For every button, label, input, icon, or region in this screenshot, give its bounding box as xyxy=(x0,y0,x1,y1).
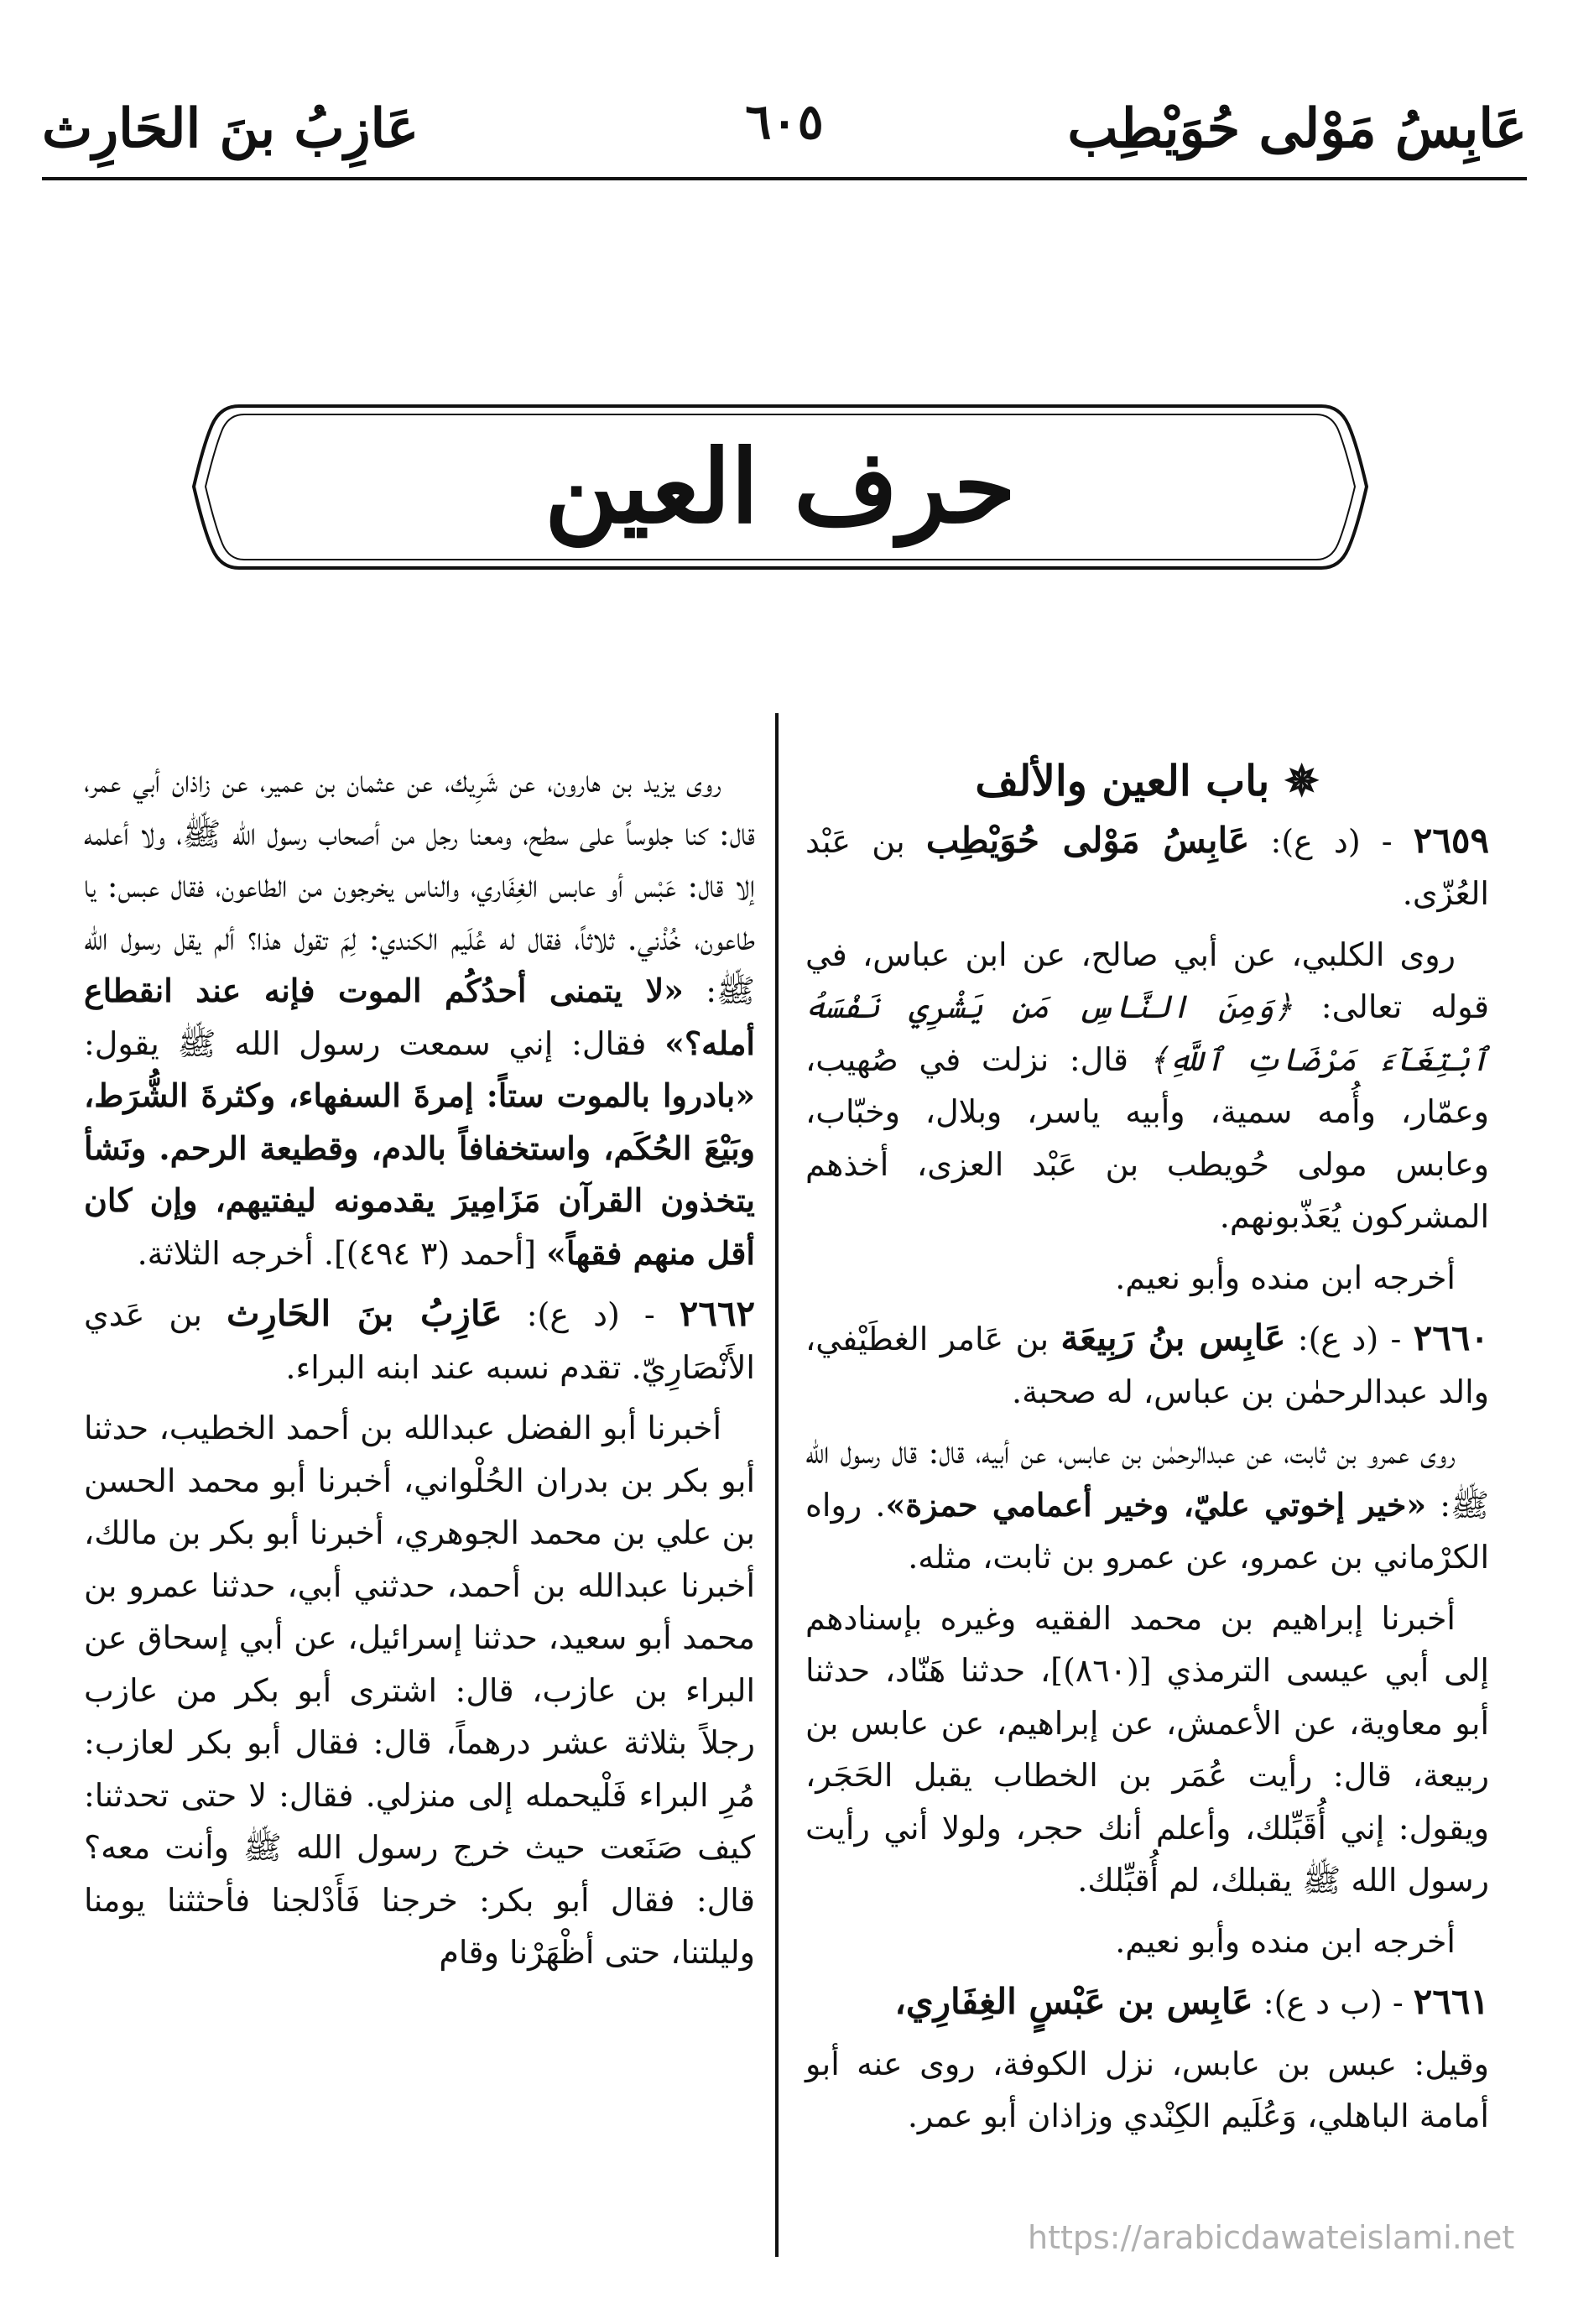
entry-2661-heading xyxy=(805,1976,1489,2030)
watermark-url: https://arabicdawateislami.net xyxy=(1028,2219,1515,2256)
left-column xyxy=(84,755,755,1988)
quran-verse: ﴿وَمِنَ النَّاسِ مَن يَشْرِي نَفْسَهُ ٱبْتِغَآءَ مَرْضَاتِ ٱللَّهِ﴾ xyxy=(805,988,1489,1078)
running-title-right: عَابِسُ مَوْلى حُوَيْطِب xyxy=(1067,96,1527,160)
entry-2659-heading xyxy=(805,815,1489,920)
entry-code: - (د ع): xyxy=(502,1296,680,1333)
entry-2662-heading xyxy=(84,1288,755,1394)
chapter-title-frame xyxy=(189,401,1372,573)
right-column xyxy=(805,755,1489,2151)
running-header xyxy=(42,80,1527,180)
entry-name: عَابِس بنُ رَبِيعَة xyxy=(1060,1317,1286,1358)
entry-number: ٢٦٥٩ xyxy=(1413,819,1489,861)
paragraph xyxy=(805,1426,1489,1584)
hadith-text: «خير إخوتي عليّ، وخير أعمامي حمزة» xyxy=(885,1485,1427,1524)
entry-name: عَابِس بن عَبْسٍ الغِفَارِي، xyxy=(894,1981,1253,2022)
text-run: فقال: إني سمعت رسول الله ﷺ يقول: xyxy=(84,1024,665,1062)
entry-lineage: بن عَامر الغطَيْفي، والد عبدالرحمٰن بن عباس، له صحبة. xyxy=(805,1321,1489,1410)
chapter-title: حرف العين xyxy=(544,428,1016,546)
hadith-text: «لا يتمنى أحدُكُم الموت فإنه عند انقطاع أمله؟» xyxy=(84,972,755,1062)
entry-lineage: بن عَبْد العُزّى. xyxy=(805,822,1489,912)
entry-2660-heading xyxy=(805,1312,1489,1418)
section-heading: ✵ باب العين والألف xyxy=(975,756,1320,805)
entry-number: ٢٦٦٠ xyxy=(1413,1317,1489,1358)
text-run: قال: نزلت في صُهيب، وعمّار، وأُمه سمية، وأبيه ياسر، وبلال، وخبّاب، وعابس مولى حُويطب بن عَبْد العزى، أخذهم المشركون يُعَذّبونهم. xyxy=(805,1040,1489,1235)
text-run: روى يزيد بن هارون، عن شَرِيك، عن عثمان بن عمير، عن زاذان أبي عمر، قال: كنا جلوساً على سطح، ومعنا رجل من أصحاب رسول الله ﷺ، ولا أعلمه إلا قال: عَبْس أو عابس الغِفَاري، والناس يخرجون من الطاعون، فقال عبس: يا طاعون، خُذْني. ثلاثاً، فقال له عُلَيم الكندي: لِمَ تقول هذا؟ ألم يقل رسول الله ﷺ: xyxy=(84,763,755,1009)
running-title-left: عَازِبُ بنَ الحَارِث xyxy=(42,96,419,160)
column-divider xyxy=(775,713,779,2257)
entry-code: - (ب د ع): xyxy=(1253,1984,1414,2021)
entry-number: ٢٦٦١ xyxy=(1413,1981,1489,2022)
paragraph: أخبرنا إبراهيم بن محمد الفقيه وغيره بإسنادهم إلى أبي عيسى الترمذي [(٨٦٠)]، حدثنا هَنّاد، حدثنا أبو معاوية، عن الأعمش، عن إبراهيم، عن عابس بن ربيعة، قال: رأيت عُمَر بن الخطاب يقبل الحَجَر، ويقول: إني أُقَبِّلك، وأعلم أنك حجر، ولولا أني رأيت رسول الله ﷺ يقبلك، لم أُقبِّلك. xyxy=(805,1599,1489,1899)
entry-number: ٢٦٦٢ xyxy=(679,1293,755,1334)
entry-lineage: بن عَدي الأَنْصَارِيّ. تقدم نسبه عند ابنه البراء. xyxy=(84,1296,755,1386)
paragraph: أخرجه ابن منده وأبو نعيم. xyxy=(1115,1258,1456,1296)
entry-code: - (د ع): xyxy=(1285,1321,1414,1357)
text-run: روى عمرو بن ثابت، عن عبدالرحمٰن بن عابس، عن أبيه، قال: قال رسول الله ﷺ: xyxy=(805,1434,1489,1524)
paragraph: أخرجه ابن منده وأبو نعيم. xyxy=(1115,1922,1456,1960)
paragraph xyxy=(805,929,1489,1243)
text-run: . رواه الكرْماني بن عمرو، عن عمرو بن ثابت، مثله. xyxy=(805,1486,1489,1576)
entry-name: عَازِبُ بنَ الحَارِث xyxy=(226,1293,503,1334)
paragraph: وقيل: عبس بن عابس، نزل الكوفة، روى عنه أبو أمامة الباهلي، وَعُلَيم الكِنْدي وزاذان أبو عمر. xyxy=(805,2045,1489,2134)
text-run: روى الكلبي، عن أبي صالح، عن ابن عباس، في قوله تعالى: xyxy=(805,935,1489,1025)
page-number: ٦٠٥ xyxy=(745,93,824,150)
hadith-text: «بادروا بالموت ستاً: إمرةَ السفهاء، وكثرةَ الشُّرَط، وبَيْعَ الحُكَم، واستخفافاً بالدم، وقطيعة الرحم. ونَشأ يتخذون القرآن مَزَامِيرَ يقدمونه ليفتيهم، وإن كان أقل منهم فقهاً» xyxy=(84,1076,755,1272)
text-run: [أحمد (٣ ٤٩٤)]. أخرجه الثلاثة. xyxy=(137,1234,547,1272)
entry-name: عَابِسُ مَوْلى حُوَيْطِب xyxy=(925,819,1250,861)
paragraph xyxy=(84,755,755,1279)
paragraph: أخبرنا أبو الفضل عبدالله بن أحمد الخطيب، حدثنا أبو بكر بن بدران الحُلْواني، أخبرنا أبو محمد الحسن بن علي بن محمد الجوهري، أخبرنا أبو بكر بن مالك، أخبرنا عبدالله بن أحمد، حدثني أبي، حدثنا عمرو بن محمد أبو سعيد، حدثنا إسرائيل، عن أبي إسحاق عن البراء بن عازب، قال: اشترى أبو بكر من عازب رجلاً بثلاثة عشر درهماً، قال: فقال أبو بكر لعازب: مُرِ البراء فَلْيحمله إلى منزلي. فقال: لا حتى تحدثنا: كيف صَنَعت حيث خرج رسول الله ﷺ وأنت معه؟ قال: فقال أبو بكر: خرجنا فَأَدْلجنا فأحثثنا يومنا وليلتنا، حتى أظْهَرْنا وقام xyxy=(84,1410,755,1971)
entry-code: - (د ع): xyxy=(1249,822,1414,860)
